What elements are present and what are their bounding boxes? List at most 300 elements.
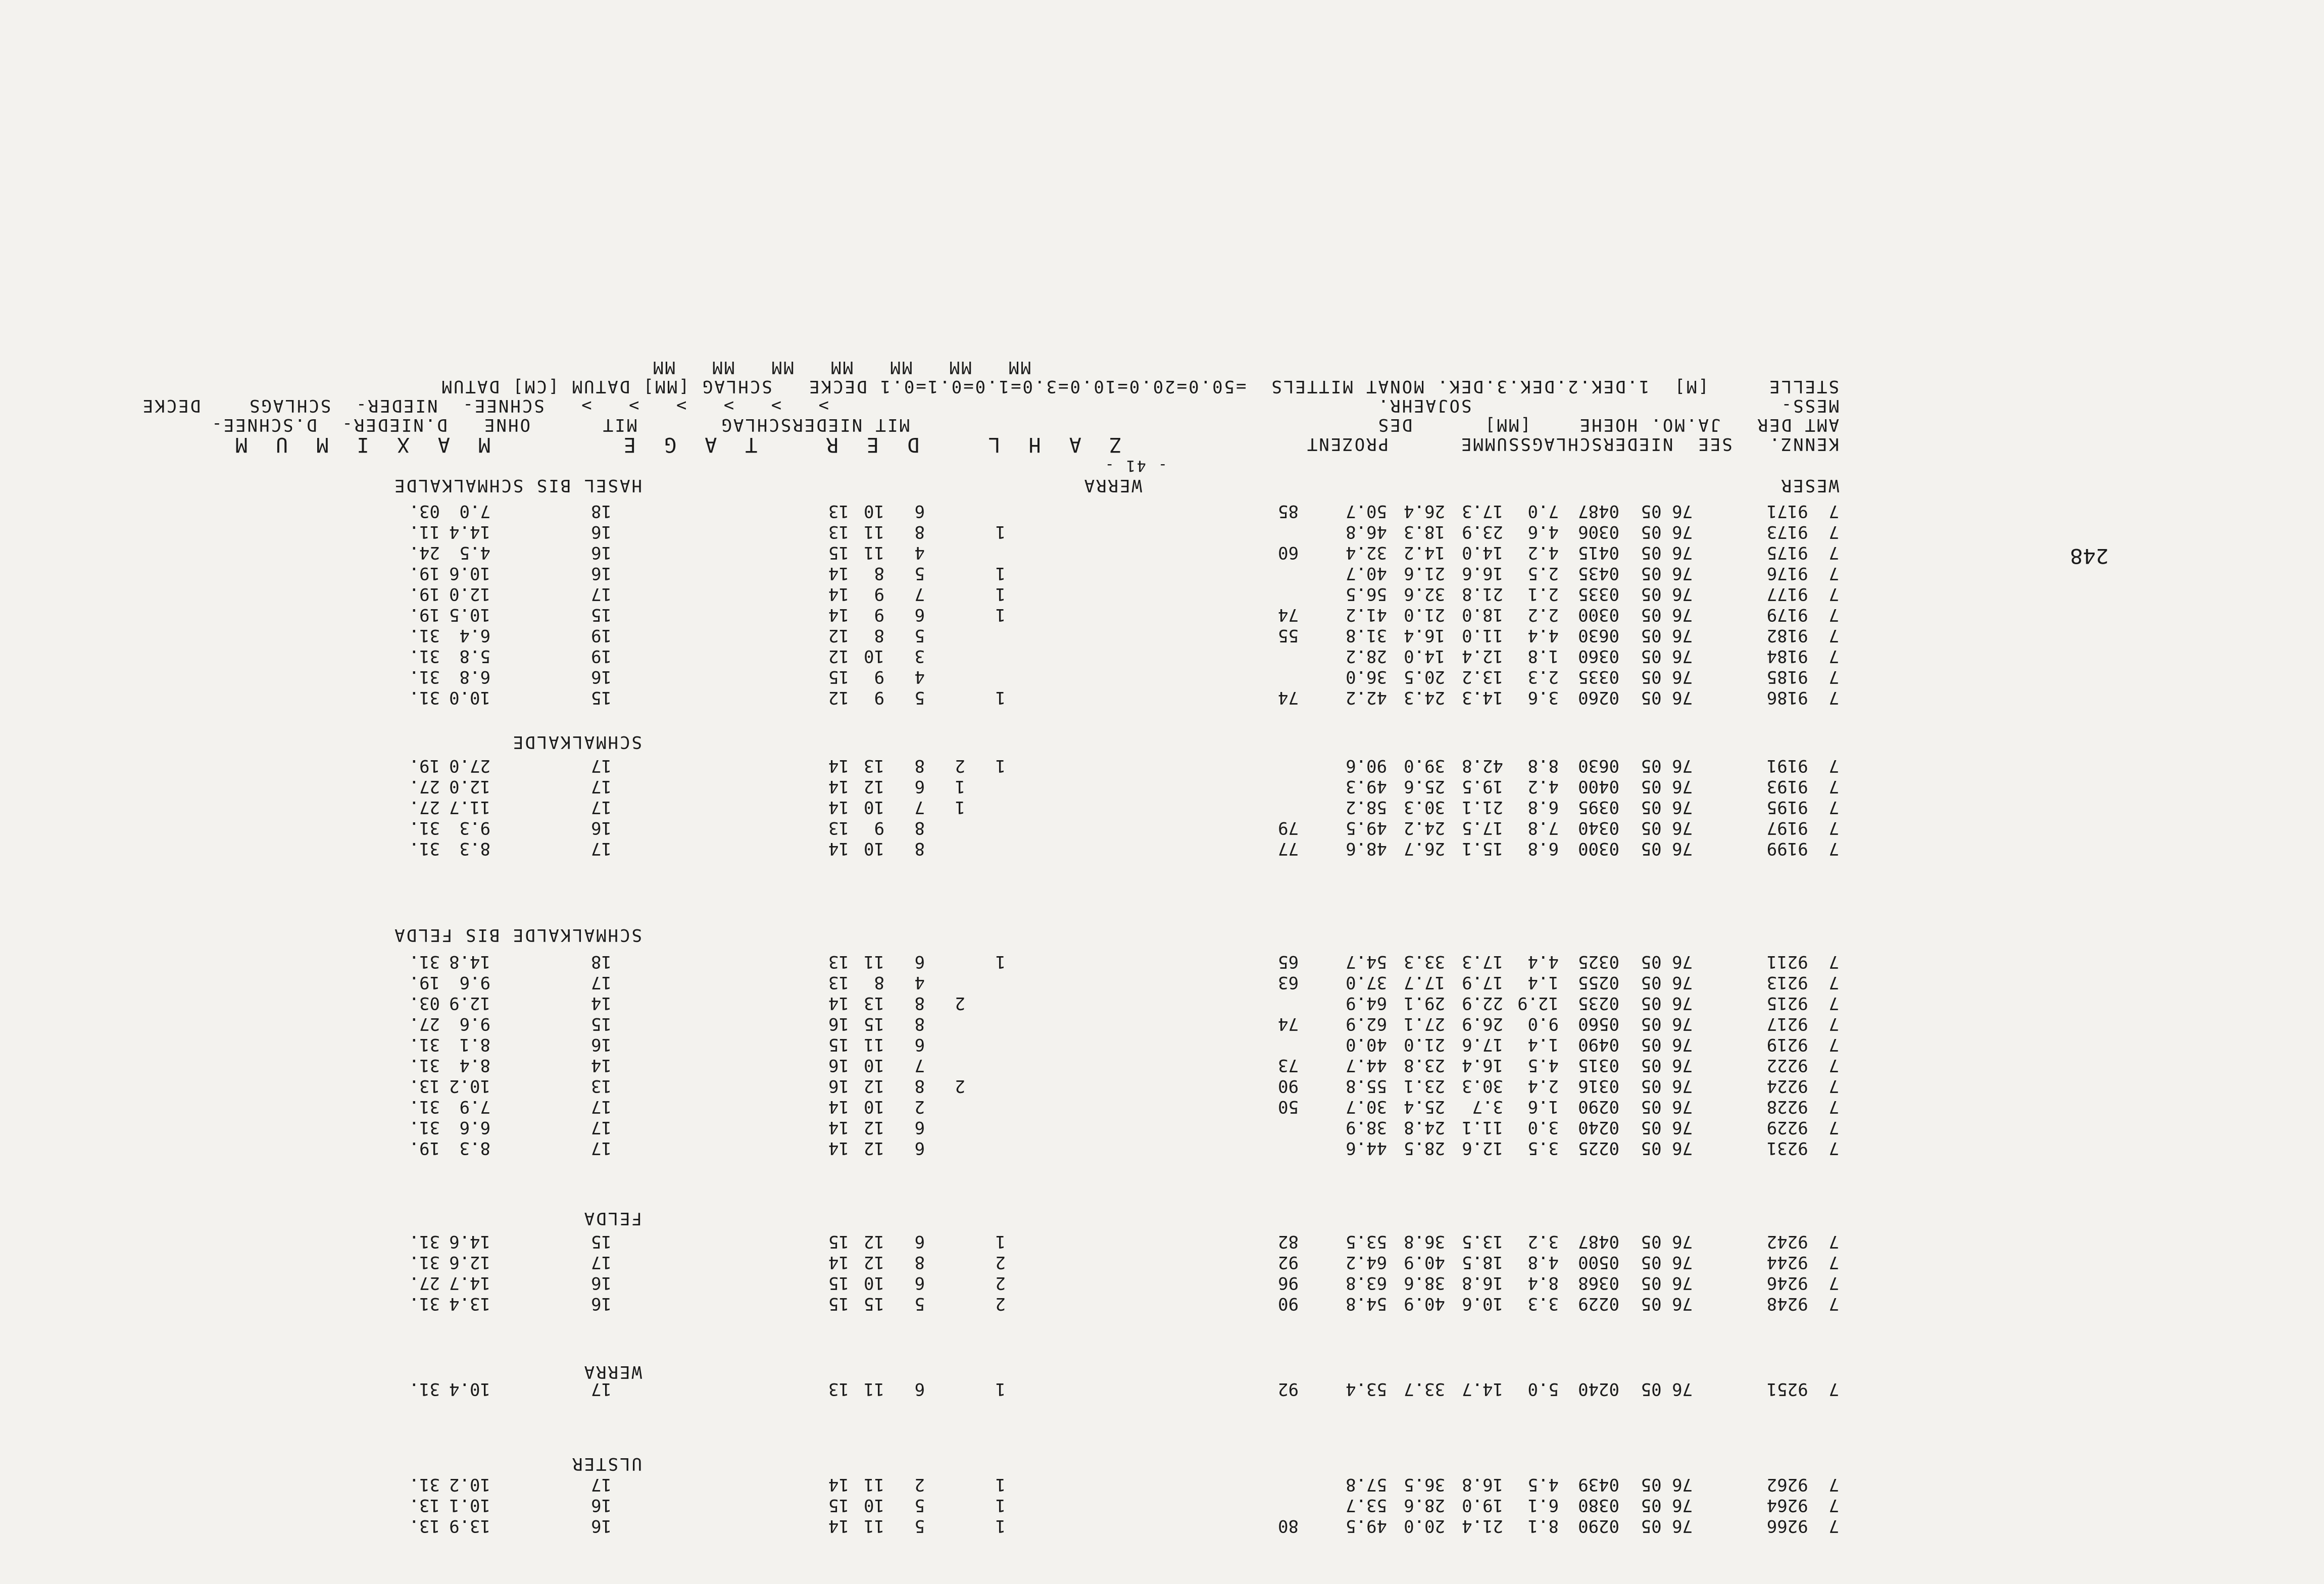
table-row xyxy=(0,974,2324,993)
cell-d3: 23.8 xyxy=(1404,1055,1445,1075)
cell-d1: 4.5 xyxy=(1527,1474,1559,1495)
cell-g001: 15 xyxy=(828,542,849,563)
table-row xyxy=(0,778,2324,797)
table-row xyxy=(0,565,2324,583)
cell-date: 76 05 xyxy=(1641,1294,1693,1314)
cell-d3: 26.7 xyxy=(1404,838,1445,859)
cell-d2: 21.4 xyxy=(1462,1516,1503,1536)
cell-g001: 14 xyxy=(828,1516,849,1536)
table-row xyxy=(0,819,2324,838)
cell-g1: 8 xyxy=(914,993,925,1013)
section-label-left: WESER xyxy=(1779,475,1839,496)
cell-date: 76 05 xyxy=(1641,625,1693,646)
cell-d2: 17.3 xyxy=(1462,952,1503,972)
cell-max: 19 xyxy=(591,625,612,646)
header-line5-mid: MM MM MM MM MM MM MM xyxy=(651,357,1031,377)
table-row xyxy=(0,627,2324,646)
cell-date: 76 05 xyxy=(1641,1252,1693,1272)
cell-g001: 15 xyxy=(828,1495,849,1515)
cell-maxd: 27. xyxy=(409,776,440,797)
header-line2-left: AMT DER JA.MO. HOEHE [MM] DES xyxy=(1376,415,1839,435)
cell-g10: 1 xyxy=(995,584,1006,604)
cell-month: 62.9 xyxy=(1346,1014,1387,1034)
cell-height: 0487 xyxy=(1578,501,1619,521)
cell-d2: 42.8 xyxy=(1462,756,1503,776)
cell-height: 0306 xyxy=(1578,522,1619,542)
cell-g1: 6 xyxy=(914,605,925,625)
cell-max: 16 xyxy=(591,1294,612,1314)
cell-max: 14 xyxy=(591,993,612,1013)
cell-d2: 16.4 xyxy=(1462,1055,1503,1075)
cell-month: 49.3 xyxy=(1346,776,1387,797)
table-row xyxy=(0,648,2324,666)
cell-month: 54.8 xyxy=(1346,1294,1387,1314)
cell-maxv: 10.6 xyxy=(449,563,490,583)
cell-height: 0229 xyxy=(1578,1294,1619,1314)
cell-pct: 74 xyxy=(1278,687,1299,708)
cell-maxv: 8.3 xyxy=(459,1138,490,1158)
cell-maxv: 7.0 xyxy=(459,501,490,521)
cell-d2: 14.7 xyxy=(1462,1379,1503,1399)
cell-height: 0225 xyxy=(1578,1138,1619,1158)
cell-g01: 8 xyxy=(874,625,884,646)
table-row xyxy=(0,757,2324,776)
cell-d1: 1.6 xyxy=(1527,1097,1559,1117)
cell-g01: 9 xyxy=(874,584,884,604)
cell-g10: 1 xyxy=(995,952,1006,972)
cell-d3: 14.2 xyxy=(1404,542,1445,563)
cell-id: 7 9229 xyxy=(1766,1117,1839,1137)
cell-g1: 3 xyxy=(914,646,925,666)
cell-month: 53.7 xyxy=(1346,1495,1387,1515)
cell-max: 16 xyxy=(591,1516,612,1536)
cell-maxv: 10.2 xyxy=(449,1474,490,1495)
cell-d1: 9.0 xyxy=(1527,1014,1559,1034)
cell-d2: 11.0 xyxy=(1462,625,1503,646)
cell-d1: 2.4 xyxy=(1527,1076,1559,1096)
cell-d2: 22.9 xyxy=(1462,993,1503,1013)
cell-maxv: 12.0 xyxy=(449,776,490,797)
cell-d3: 29.1 xyxy=(1404,993,1445,1013)
cell-date: 76 05 xyxy=(1641,605,1693,625)
cell-pct: 50 xyxy=(1278,1097,1299,1117)
cell-date: 76 05 xyxy=(1641,776,1693,797)
cell-month: 50.7 xyxy=(1346,501,1387,521)
cell-height: 0240 xyxy=(1578,1117,1619,1137)
cell-max: 17 xyxy=(591,756,612,776)
cell-month: 44.6 xyxy=(1346,1138,1387,1158)
cell-d3: 21.0 xyxy=(1404,1034,1445,1055)
cell-maxd: 31. xyxy=(409,1097,440,1117)
cell-maxv: 5.8 xyxy=(459,646,490,666)
cell-g10: 1 xyxy=(995,605,1006,625)
table-row xyxy=(0,503,2324,521)
cell-g01: 11 xyxy=(864,542,884,563)
table-row xyxy=(0,544,2324,563)
cell-d2: 23.9 xyxy=(1462,522,1503,542)
cell-g01: 11 xyxy=(864,1474,884,1495)
cell-id: 7 9184 xyxy=(1766,646,1839,666)
cell-maxd: 31. xyxy=(409,952,440,972)
cell-d1: 1.8 xyxy=(1527,646,1559,666)
cell-maxd: 31. xyxy=(409,1055,440,1075)
cell-g1: 6 xyxy=(914,1379,925,1399)
cell-g1: 5 xyxy=(914,1294,925,1314)
cell-d2: 18.0 xyxy=(1462,605,1503,625)
cell-date: 76 05 xyxy=(1641,1231,1693,1252)
cell-d3: 16.4 xyxy=(1404,625,1445,646)
cell-d1: 4.6 xyxy=(1527,522,1559,542)
cell-date: 76 05 xyxy=(1641,584,1693,604)
table-row xyxy=(0,1036,2324,1055)
cell-g01: 12 xyxy=(864,1117,884,1137)
cell-pct: 80 xyxy=(1278,1516,1299,1536)
cell-g01: 9 xyxy=(874,818,884,838)
cell-id: 7 9195 xyxy=(1766,797,1839,817)
cell-d3: 33.7 xyxy=(1404,1379,1445,1399)
cell-month: 53.5 xyxy=(1346,1231,1387,1252)
cell-height: 0335 xyxy=(1578,584,1619,604)
cell-g001: 14 xyxy=(828,1138,849,1158)
cell-d2: 18.5 xyxy=(1462,1252,1503,1272)
cell-maxd: 31. xyxy=(409,1379,440,1399)
cell-d1: 1.4 xyxy=(1527,972,1559,993)
cell-height: 0439 xyxy=(1578,1474,1619,1495)
cell-g1: 5 xyxy=(914,563,925,583)
cell-max: 15 xyxy=(591,605,612,625)
cell-g10: 1 xyxy=(995,1231,1006,1252)
cell-date: 76 05 xyxy=(1641,972,1693,993)
cell-id: 7 9211 xyxy=(1766,952,1839,972)
cell-pct: 92 xyxy=(1278,1252,1299,1272)
table-row xyxy=(0,1015,2324,1034)
cell-g001: 14 xyxy=(828,756,849,776)
cell-maxd: 19. xyxy=(409,584,440,604)
cell-maxd: 27. xyxy=(409,1014,440,1034)
cell-g1: 4 xyxy=(914,972,925,993)
cell-month: 63.8 xyxy=(1346,1273,1387,1293)
cell-g01: 15 xyxy=(864,1294,884,1314)
cell-month: 46.8 xyxy=(1346,522,1387,542)
cell-max: 16 xyxy=(591,1273,612,1293)
cell-max: 18 xyxy=(591,952,612,972)
cell-g001: 14 xyxy=(828,1097,849,1117)
cell-month: 48.6 xyxy=(1346,838,1387,859)
cell-date: 76 05 xyxy=(1641,818,1693,838)
cell-id: 7 9191 xyxy=(1766,756,1839,776)
cell-height: 0290 xyxy=(1578,1516,1619,1536)
cell-max: 15 xyxy=(591,687,612,708)
cell-id: 7 9185 xyxy=(1766,667,1839,687)
cell-maxv: 9.6 xyxy=(459,1014,490,1034)
cell-g01: 10 xyxy=(864,838,884,859)
cell-g1: 5 xyxy=(914,1516,925,1536)
cell-g001: 15 xyxy=(828,1034,849,1055)
cell-g1: 6 xyxy=(914,1231,925,1252)
cell-month: 55.8 xyxy=(1346,1076,1387,1096)
cell-max: 17 xyxy=(591,1117,612,1137)
cell-id: 7 9217 xyxy=(1766,1014,1839,1034)
cell-d1: 2.3 xyxy=(1527,667,1559,687)
cell-g10: 1 xyxy=(995,1379,1006,1399)
cell-max: 16 xyxy=(591,522,612,542)
cell-g01: 12 xyxy=(864,1138,884,1158)
cell-g1: 6 xyxy=(914,501,925,521)
cell-d2: 17.9 xyxy=(1462,972,1503,993)
cell-g01: 11 xyxy=(864,1034,884,1055)
cell-g01: 10 xyxy=(864,797,884,817)
cell-maxd: 31. xyxy=(409,1474,440,1495)
cell-d3: 33.3 xyxy=(1404,952,1445,972)
cell-height: 0335 xyxy=(1578,667,1619,687)
cell-month: 40.0 xyxy=(1346,1034,1387,1055)
cell-height: 0490 xyxy=(1578,1034,1619,1055)
cell-d2: 30.3 xyxy=(1462,1076,1503,1096)
cell-max: 16 xyxy=(591,542,612,563)
cell-g01: 10 xyxy=(864,501,884,521)
cell-maxd: 31. xyxy=(409,1231,440,1252)
table-row xyxy=(0,1077,2324,1096)
cell-max: 14 xyxy=(591,1055,612,1075)
cell-d3: 24.3 xyxy=(1404,687,1445,708)
cell-d3: 24.2 xyxy=(1404,818,1445,838)
cell-maxd: 31. xyxy=(409,625,440,646)
table-row xyxy=(0,1380,2324,1399)
cell-maxv: 9.3 xyxy=(459,818,490,838)
cell-maxd: 19. xyxy=(409,972,440,993)
cell-maxv: 12.9 xyxy=(449,993,490,1013)
cell-d3: 25.6 xyxy=(1404,776,1445,797)
cell-date: 76 05 xyxy=(1641,1273,1693,1293)
cell-g001: 14 xyxy=(828,1474,849,1495)
cell-g1: 5 xyxy=(914,625,925,646)
cell-max: 17 xyxy=(591,797,612,817)
cell-g01: 8 xyxy=(874,972,884,993)
cell-d2: 15.1 xyxy=(1462,838,1503,859)
cell-max: 17 xyxy=(591,584,612,604)
table-row xyxy=(0,995,2324,1013)
section-label-right: FELDA xyxy=(582,1208,642,1228)
cell-height: 0415 xyxy=(1578,542,1619,563)
cell-d3: 20.5 xyxy=(1404,667,1445,687)
cell-maxd: 13. xyxy=(409,1495,440,1515)
cell-date: 76 05 xyxy=(1641,1474,1693,1495)
cell-g10: 2 xyxy=(995,1252,1006,1272)
cell-id: 7 9248 xyxy=(1766,1294,1839,1314)
cell-pct: 82 xyxy=(1278,1231,1299,1252)
cell-pct: 55 xyxy=(1278,625,1299,646)
cell-g001: 16 xyxy=(828,1014,849,1034)
cell-d3: 36.8 xyxy=(1404,1231,1445,1252)
cell-g001: 13 xyxy=(828,501,849,521)
cell-max: 17 xyxy=(591,1138,612,1158)
header-line3-left: MESS- SOJAEHR. xyxy=(1376,395,1839,416)
section-label-middle: WERRA xyxy=(1082,475,1142,496)
cell-g01: 10 xyxy=(864,1495,884,1515)
cell-maxd: 31. xyxy=(409,818,440,838)
cell-month: 31.8 xyxy=(1346,625,1387,646)
cell-max: 19 xyxy=(591,646,612,666)
table-row xyxy=(0,1295,2324,1314)
cell-g10: 1 xyxy=(995,522,1006,542)
cell-g001: 14 xyxy=(828,584,849,604)
cell-d3: 38.6 xyxy=(1404,1273,1445,1293)
cell-d3: 25.4 xyxy=(1404,1097,1445,1117)
cell-d2: 26.9 xyxy=(1462,1014,1503,1034)
table-row xyxy=(0,799,2324,817)
cell-id: 7 9222 xyxy=(1766,1055,1839,1075)
cell-maxv: 14.4 xyxy=(449,522,490,542)
cell-month: 32.4 xyxy=(1346,542,1387,563)
cell-max: 16 xyxy=(591,818,612,838)
cell-g3: 1 xyxy=(955,797,965,817)
cell-g01: 12 xyxy=(864,776,884,797)
cell-height: 0235 xyxy=(1578,993,1619,1013)
cell-pct: 92 xyxy=(1278,1379,1299,1399)
cell-pct: 77 xyxy=(1278,838,1299,859)
cell-pct: 90 xyxy=(1278,1076,1299,1096)
cell-month: 42.2 xyxy=(1346,687,1387,708)
table-row xyxy=(0,668,2324,687)
cell-height: 0316 xyxy=(1578,1076,1619,1096)
cell-g1: 6 xyxy=(914,776,925,797)
cell-d1: 6.1 xyxy=(1527,1495,1559,1515)
cell-max: 17 xyxy=(591,1474,612,1495)
cell-d1: 7.0 xyxy=(1527,501,1559,521)
cell-g10: 2 xyxy=(995,1294,1006,1314)
cell-height: 0630 xyxy=(1578,625,1619,646)
cell-d1: 7.8 xyxy=(1527,818,1559,838)
cell-g1: 7 xyxy=(914,797,925,817)
cell-id: 7 9246 xyxy=(1766,1273,1839,1293)
cell-date: 76 05 xyxy=(1641,1034,1693,1055)
cell-date: 76 05 xyxy=(1641,1076,1693,1096)
cell-height: 0395 xyxy=(1578,797,1619,817)
cell-maxd: 03. xyxy=(409,501,440,521)
cell-d3: 24.8 xyxy=(1404,1117,1445,1137)
cell-g01: 9 xyxy=(874,687,884,708)
cell-g01: 12 xyxy=(864,1252,884,1272)
cell-id: 7 9219 xyxy=(1766,1034,1839,1055)
cell-g001: 12 xyxy=(828,646,849,666)
cell-g1: 2 xyxy=(914,1474,925,1495)
cell-maxd: 31. xyxy=(409,1117,440,1137)
table-row xyxy=(0,689,2324,708)
cell-pct: 73 xyxy=(1278,1055,1299,1075)
cell-max: 17 xyxy=(591,776,612,797)
cell-g10: 1 xyxy=(995,1495,1006,1515)
cell-d1: 12.9 xyxy=(1517,993,1559,1013)
cell-d2: 17.5 xyxy=(1462,818,1503,838)
cell-g10: 1 xyxy=(995,756,1006,776)
cell-d3: 28.6 xyxy=(1404,1495,1445,1515)
table-row xyxy=(0,1476,2324,1495)
cell-d3: 36.5 xyxy=(1404,1474,1445,1495)
cell-d2: 19.5 xyxy=(1462,776,1503,797)
cell-maxv: 11.7 xyxy=(449,797,490,817)
cell-g3: 2 xyxy=(955,756,965,776)
cell-d2: 21.8 xyxy=(1462,584,1503,604)
cell-maxv: 27.0 xyxy=(449,756,490,776)
cell-id: 7 9197 xyxy=(1766,818,1839,838)
cell-g001: 14 xyxy=(828,605,849,625)
cell-d1: 6.8 xyxy=(1527,838,1559,859)
cell-date: 76 05 xyxy=(1641,756,1693,776)
cell-max: 15 xyxy=(591,1014,612,1034)
cell-maxd: 13. xyxy=(409,1516,440,1536)
cell-date: 76 05 xyxy=(1641,1097,1693,1117)
cell-max: 15 xyxy=(591,1231,612,1252)
cell-maxd: 31. xyxy=(409,1294,440,1314)
cell-d1: 6.8 xyxy=(1527,797,1559,817)
cell-d1: 4.4 xyxy=(1527,625,1559,646)
cell-date: 76 05 xyxy=(1641,993,1693,1013)
cell-id: 7 9177 xyxy=(1766,584,1839,604)
cell-g01: 13 xyxy=(864,993,884,1013)
cell-g001: 15 xyxy=(828,667,849,687)
cell-d2: 13.2 xyxy=(1462,667,1503,687)
cell-g1: 8 xyxy=(914,1014,925,1034)
cell-g1: 8 xyxy=(914,1076,925,1096)
cell-g1: 8 xyxy=(914,1252,925,1272)
cell-d1: 8.4 xyxy=(1527,1273,1559,1293)
cell-maxd: 13. xyxy=(409,1076,440,1096)
cell-maxd: 31. xyxy=(409,1252,440,1272)
cell-d1: 3.3 xyxy=(1527,1294,1559,1314)
cell-date: 76 05 xyxy=(1641,838,1693,859)
cell-g01: 15 xyxy=(864,1014,884,1034)
cell-maxv: 12.6 xyxy=(449,1252,490,1272)
cell-height: 0260 xyxy=(1578,687,1619,708)
cell-maxd: 31. xyxy=(409,687,440,708)
cell-pct: 63 xyxy=(1278,972,1299,993)
cell-height: 0240 xyxy=(1578,1379,1619,1399)
cell-date: 76 05 xyxy=(1641,563,1693,583)
cell-d2: 10.6 xyxy=(1462,1294,1503,1314)
cell-month: 40.7 xyxy=(1346,563,1387,583)
table-row xyxy=(0,1497,2324,1515)
table-row xyxy=(0,1233,2324,1252)
cell-g1: 2 xyxy=(914,1097,925,1117)
cell-date: 76 05 xyxy=(1641,522,1693,542)
table-row xyxy=(0,1140,2324,1158)
cell-d3: 21.0 xyxy=(1404,605,1445,625)
cell-id: 7 9242 xyxy=(1766,1231,1839,1252)
cell-date: 76 05 xyxy=(1641,1014,1693,1034)
cell-maxd: 27. xyxy=(409,1273,440,1293)
cell-max: 17 xyxy=(591,1379,612,1399)
cell-date: 76 05 xyxy=(1641,1495,1693,1515)
table-row xyxy=(0,1119,2324,1137)
cell-height: 0380 xyxy=(1578,1495,1619,1515)
cell-g01: 8 xyxy=(874,563,884,583)
cell-id: 7 9176 xyxy=(1766,563,1839,583)
cell-id: 7 9173 xyxy=(1766,522,1839,542)
cell-g1: 7 xyxy=(914,584,925,604)
cell-id: 7 9199 xyxy=(1766,838,1839,859)
cell-g001: 14 xyxy=(828,1117,849,1137)
cell-id: 7 9186 xyxy=(1766,687,1839,708)
cell-d3: 18.3 xyxy=(1404,522,1445,542)
cell-pct: 65 xyxy=(1278,952,1299,972)
cell-id: 7 9266 xyxy=(1766,1516,1839,1536)
cell-id: 7 9231 xyxy=(1766,1138,1839,1158)
cell-d1: 3.6 xyxy=(1527,687,1559,708)
section-label-right: SCHMALKALDE xyxy=(511,732,642,752)
cell-max: 17 xyxy=(591,972,612,993)
table-row xyxy=(0,840,2324,859)
cell-date: 76 05 xyxy=(1641,501,1693,521)
